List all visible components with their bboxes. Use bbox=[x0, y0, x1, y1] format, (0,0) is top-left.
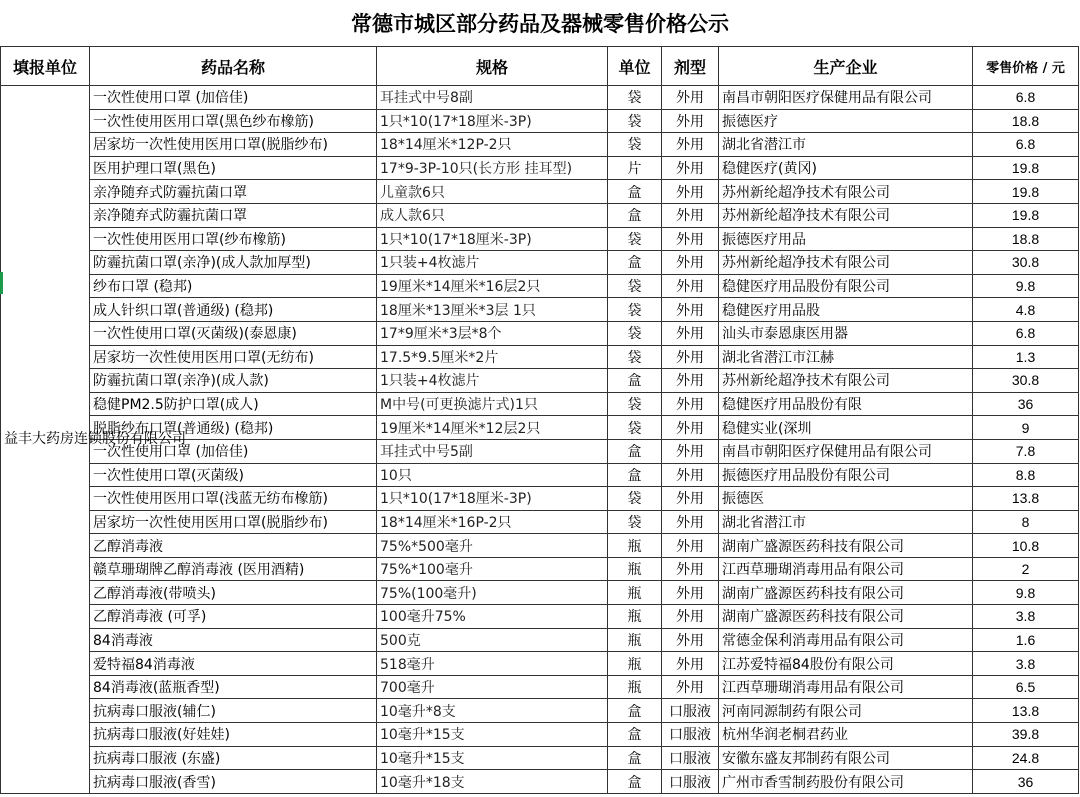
spec-cell: 1只*10(17*18厘米-3P) bbox=[377, 487, 608, 511]
spec-cell: 耳挂式中号5副 bbox=[377, 439, 608, 463]
maker-cell: 湖北省潜江市 bbox=[719, 510, 973, 534]
price-cell: 9 bbox=[973, 416, 1079, 440]
drug-name-cell: 医用护理口罩(黑色) bbox=[90, 156, 377, 180]
unit-cell: 瓶 bbox=[608, 675, 662, 699]
table-row bbox=[1, 652, 1079, 676]
maker-cell: 湖北省潜江市江赫 bbox=[719, 345, 973, 369]
form-cell: 外用 bbox=[662, 203, 719, 227]
unit-cell: 袋 bbox=[608, 133, 662, 157]
form-cell: 外用 bbox=[662, 298, 719, 322]
spec-cell: 500克 bbox=[377, 628, 608, 652]
maker-cell: 稳健医疗用品股份有限 bbox=[719, 392, 973, 416]
drug-name-cell: 居家坊一次性使用医用口罩(脱脂纱布) bbox=[90, 510, 377, 534]
drug-name-cell: 抗病毒口服液(好娃娃) bbox=[90, 723, 377, 747]
table-row bbox=[1, 298, 1079, 322]
drug-name-cell: 84消毒液 bbox=[90, 628, 377, 652]
maker-cell: 振德医疗 bbox=[719, 109, 973, 133]
spec-cell: 17*9厘米*3层*8个 bbox=[377, 321, 608, 345]
spec-cell: 75%(100毫升) bbox=[377, 581, 608, 605]
header-name: 药品名称 bbox=[90, 47, 377, 86]
drug-name-cell: 乙醇消毒液 (可孚) bbox=[90, 605, 377, 629]
price-cell: 6.8 bbox=[973, 321, 1079, 345]
price-cell: 36 bbox=[973, 392, 1079, 416]
price-cell: 30.8 bbox=[973, 369, 1079, 393]
unit-cell: 盒 bbox=[608, 699, 662, 723]
table-row bbox=[1, 439, 1079, 463]
header-spec: 规格 bbox=[377, 47, 608, 86]
table-row bbox=[1, 534, 1079, 558]
drug-name-cell: 防霾抗菌口罩(亲净)(成人款加厚型) bbox=[90, 251, 377, 275]
maker-cell: 湖南广盛源医药科技有限公司 bbox=[719, 605, 973, 629]
drug-name-cell: 纱布口罩 (稳邦) bbox=[90, 274, 377, 298]
maker-cell: 振德医疗用品 bbox=[719, 227, 973, 251]
maker-cell: 湖北省潜江市 bbox=[719, 133, 973, 157]
unit-cell: 袋 bbox=[608, 392, 662, 416]
drug-name-cell: 爱特福84消毒液 bbox=[90, 652, 377, 676]
form-cell: 外用 bbox=[662, 416, 719, 440]
table-row bbox=[1, 369, 1079, 393]
drug-name-cell: 脱脂纱布口罩(普通级) (稳邦) bbox=[90, 416, 377, 440]
drug-name-cell: 抗病毒口服液(香雪) bbox=[90, 770, 377, 794]
table-row bbox=[1, 180, 1079, 204]
page-title: 常德市城区部分药品及器械零售价格公示 bbox=[351, 11, 729, 36]
unit-cell: 盒 bbox=[608, 463, 662, 487]
maker-cell: 苏州新纶超净技术有限公司 bbox=[719, 203, 973, 227]
price-cell: 6.8 bbox=[973, 86, 1079, 110]
form-cell: 外用 bbox=[662, 652, 719, 676]
form-cell: 外用 bbox=[662, 156, 719, 180]
header-form: 剂型 bbox=[662, 47, 719, 86]
drug-name-cell: 成人针织口罩(普通级) (稳邦) bbox=[90, 298, 377, 322]
header-maker: 生产企业 bbox=[719, 47, 973, 86]
drug-name-cell: 居家坊一次性使用医用口罩(脱脂纱布) bbox=[90, 133, 377, 157]
price-cell: 24.8 bbox=[973, 746, 1079, 770]
table-row bbox=[1, 628, 1079, 652]
price-cell: 1.6 bbox=[973, 628, 1079, 652]
price-cell: 2 bbox=[973, 557, 1079, 581]
unit-cell: 盒 bbox=[608, 746, 662, 770]
spec-cell: 19厘米*14厘米*16层2只 bbox=[377, 274, 608, 298]
price-cell: 39.8 bbox=[973, 723, 1079, 747]
unit-cell: 袋 bbox=[608, 109, 662, 133]
unit-cell: 盒 bbox=[608, 439, 662, 463]
drug-name-cell: 一次性使用医用口罩(纱布橡筋) bbox=[90, 227, 377, 251]
maker-cell: 汕头市泰恩康医用器 bbox=[719, 321, 973, 345]
price-cell: 9.8 bbox=[973, 581, 1079, 605]
table-row bbox=[1, 133, 1079, 157]
table-row bbox=[1, 203, 1079, 227]
drug-name-cell: 亲净随弃式防霾抗菌口罩 bbox=[90, 180, 377, 204]
drug-name-cell: 一次性使用医用口罩(黑色纱布橡筋) bbox=[90, 109, 377, 133]
table-row bbox=[1, 86, 1079, 110]
unit-cell: 盒 bbox=[608, 180, 662, 204]
maker-cell: 河南同源制药有限公司 bbox=[719, 699, 973, 723]
maker-cell: 苏州新纶超净技术有限公司 bbox=[719, 251, 973, 275]
reporter-cell: 益丰大药房连锁股份有限公司 bbox=[1, 86, 90, 794]
spec-cell: 1只*10(17*18厘米-3P) bbox=[377, 227, 608, 251]
spec-cell: 1只*10(17*18厘米-3P) bbox=[377, 109, 608, 133]
drug-name-cell: 一次性使用口罩 (加倍佳) bbox=[90, 86, 377, 110]
spec-cell: 75%*500毫升 bbox=[377, 534, 608, 558]
spec-cell: 1只装+4枚滤片 bbox=[377, 369, 608, 393]
drug-name-cell: 赣草珊瑚牌乙醇消毒液 (医用酒精) bbox=[90, 557, 377, 581]
header-row bbox=[1, 47, 1079, 86]
maker-cell: 南昌市朝阳医疗保健用品有限公司 bbox=[719, 86, 973, 110]
spec-cell: 10只 bbox=[377, 463, 608, 487]
unit-cell: 袋 bbox=[608, 86, 662, 110]
price-cell: 18.8 bbox=[973, 227, 1079, 251]
maker-cell: 广州市香雪制药股份有限公司 bbox=[719, 770, 973, 794]
form-cell: 外用 bbox=[662, 439, 719, 463]
unit-cell: 袋 bbox=[608, 321, 662, 345]
maker-cell: 稳健实业(深圳 bbox=[719, 416, 973, 440]
table-row bbox=[1, 274, 1079, 298]
unit-cell: 瓶 bbox=[608, 581, 662, 605]
maker-cell: 常德金保利消毒用品有限公司 bbox=[719, 628, 973, 652]
drug-name-cell: 乙醇消毒液(带喷头) bbox=[90, 581, 377, 605]
form-cell: 口服液 bbox=[662, 746, 719, 770]
unit-cell: 片 bbox=[608, 156, 662, 180]
form-cell: 外用 bbox=[662, 227, 719, 251]
form-cell: 口服液 bbox=[662, 770, 719, 794]
form-cell: 外用 bbox=[662, 487, 719, 511]
spec-cell: 518毫升 bbox=[377, 652, 608, 676]
spec-cell: 100毫升75% bbox=[377, 605, 608, 629]
maker-cell: 江西草珊瑚消毒用品有限公司 bbox=[719, 557, 973, 581]
spec-cell: 75%*100毫升 bbox=[377, 557, 608, 581]
maker-cell: 振德医 bbox=[719, 487, 973, 511]
drug-name-cell: 84消毒液(蓝瓶香型) bbox=[90, 675, 377, 699]
unit-cell: 袋 bbox=[608, 416, 662, 440]
form-cell: 外用 bbox=[662, 581, 719, 605]
drug-name-cell: 乙醇消毒液 bbox=[90, 534, 377, 558]
table-row bbox=[1, 227, 1079, 251]
unit-cell: 袋 bbox=[608, 510, 662, 534]
spec-cell: 1只装+4枚滤片 bbox=[377, 251, 608, 275]
price-cell: 13.8 bbox=[973, 487, 1079, 511]
price-cell: 19.8 bbox=[973, 203, 1079, 227]
table-row bbox=[1, 581, 1079, 605]
table-row bbox=[1, 557, 1079, 581]
unit-cell: 盒 bbox=[608, 723, 662, 747]
unit-cell: 袋 bbox=[608, 274, 662, 298]
form-cell: 口服液 bbox=[662, 723, 719, 747]
price-cell: 7.8 bbox=[973, 439, 1079, 463]
table-row bbox=[1, 487, 1079, 511]
unit-cell: 瓶 bbox=[608, 628, 662, 652]
unit-cell: 袋 bbox=[608, 298, 662, 322]
form-cell: 外用 bbox=[662, 251, 719, 275]
spec-cell: 18*14厘米*12P-2只 bbox=[377, 133, 608, 157]
unit-cell: 袋 bbox=[608, 345, 662, 369]
drug-name-cell: 防霾抗菌口罩(亲净)(成人款) bbox=[90, 369, 377, 393]
price-cell: 18.8 bbox=[973, 109, 1079, 133]
maker-cell: 南昌市朝阳医疗保健用品有限公司 bbox=[719, 439, 973, 463]
unit-cell: 盒 bbox=[608, 203, 662, 227]
form-cell: 外用 bbox=[662, 463, 719, 487]
drug-name-cell: 一次性使用口罩 (加倍佳) bbox=[90, 439, 377, 463]
price-cell: 4.8 bbox=[973, 298, 1079, 322]
maker-cell: 苏州新纶超净技术有限公司 bbox=[719, 369, 973, 393]
spec-cell: 17.5*9.5厘米*2片 bbox=[377, 345, 608, 369]
price-cell: 36 bbox=[973, 770, 1079, 794]
spec-cell: 18*14厘米*16P-2只 bbox=[377, 510, 608, 534]
table-row bbox=[1, 156, 1079, 180]
spec-cell: 10毫升*18支 bbox=[377, 770, 608, 794]
drug-name-cell: 亲净随弃式防霾抗菌口罩 bbox=[90, 203, 377, 227]
unit-cell: 盒 bbox=[608, 369, 662, 393]
table-row bbox=[1, 321, 1079, 345]
form-cell: 外用 bbox=[662, 369, 719, 393]
drug-name-cell: 稳健PM2.5防护口罩(成人) bbox=[90, 392, 377, 416]
row-marker bbox=[0, 272, 3, 294]
drug-name-cell: 居家坊一次性使用医用口罩(无纺布) bbox=[90, 345, 377, 369]
maker-cell: 杭州华润老桐君药业 bbox=[719, 723, 973, 747]
maker-cell: 湖南广盛源医药科技有限公司 bbox=[719, 581, 973, 605]
price-cell: 10.8 bbox=[973, 534, 1079, 558]
table-row bbox=[1, 345, 1079, 369]
unit-cell: 瓶 bbox=[608, 534, 662, 558]
spec-cell: 10毫升*15支 bbox=[377, 723, 608, 747]
spec-cell: 成人款6只 bbox=[377, 203, 608, 227]
drug-name-cell: 一次性使用医用口罩(浅蓝无纺布橡筋) bbox=[90, 487, 377, 511]
spec-cell: 儿童款6只 bbox=[377, 180, 608, 204]
spec-cell: 耳挂式中号8副 bbox=[377, 86, 608, 110]
price-cell: 19.8 bbox=[973, 180, 1079, 204]
table-row bbox=[1, 746, 1079, 770]
table-row bbox=[1, 770, 1079, 794]
table-row bbox=[1, 463, 1079, 487]
spec-cell: 17*9-3P-10只(长方形 挂耳型) bbox=[377, 156, 608, 180]
form-cell: 外用 bbox=[662, 133, 719, 157]
form-cell: 外用 bbox=[662, 345, 719, 369]
table-row bbox=[1, 605, 1079, 629]
drug-name-cell: 抗病毒口服液(辅仁) bbox=[90, 699, 377, 723]
drug-name-cell: 一次性使用口罩(灭菌级) bbox=[90, 463, 377, 487]
price-cell: 30.8 bbox=[973, 251, 1079, 275]
form-cell: 外用 bbox=[662, 109, 719, 133]
unit-cell: 瓶 bbox=[608, 557, 662, 581]
price-cell: 6.8 bbox=[973, 133, 1079, 157]
header-unit: 单位 bbox=[608, 47, 662, 86]
form-cell: 外用 bbox=[662, 86, 719, 110]
price-cell: 9.8 bbox=[973, 274, 1079, 298]
price-cell: 3.8 bbox=[973, 652, 1079, 676]
table-row bbox=[1, 392, 1079, 416]
maker-cell: 振德医疗用品股份有限公司 bbox=[719, 463, 973, 487]
maker-cell: 江苏爱特福84股份有限公司 bbox=[719, 652, 973, 676]
form-cell: 外用 bbox=[662, 510, 719, 534]
table-row bbox=[1, 723, 1079, 747]
table-row bbox=[1, 675, 1079, 699]
header-price: 零售价格 / 元 bbox=[973, 47, 1079, 86]
spec-cell: 700毫升 bbox=[377, 675, 608, 699]
spec-cell: 19厘米*14厘米*12层2只 bbox=[377, 416, 608, 440]
unit-cell: 盒 bbox=[608, 770, 662, 794]
form-cell: 外用 bbox=[662, 392, 719, 416]
price-cell: 1.3 bbox=[973, 345, 1079, 369]
price-cell: 8 bbox=[973, 510, 1079, 534]
table-row bbox=[1, 251, 1079, 275]
maker-cell: 稳健医疗(黄冈) bbox=[719, 156, 973, 180]
form-cell: 外用 bbox=[662, 605, 719, 629]
unit-cell: 袋 bbox=[608, 487, 662, 511]
form-cell: 外用 bbox=[662, 557, 719, 581]
table-row bbox=[1, 699, 1079, 723]
price-cell: 13.8 bbox=[973, 699, 1079, 723]
maker-cell: 湖南广盛源医药科技有限公司 bbox=[719, 534, 973, 558]
maker-cell: 安徽东盛友邦制药有限公司 bbox=[719, 746, 973, 770]
unit-cell: 袋 bbox=[608, 227, 662, 251]
spec-cell: M中号(可更换滤片式)1只 bbox=[377, 392, 608, 416]
header-reporter: 填报单位 bbox=[1, 47, 90, 86]
maker-cell: 江西草珊瑚消毒用品有限公司 bbox=[719, 675, 973, 699]
form-cell: 外用 bbox=[662, 675, 719, 699]
unit-cell: 瓶 bbox=[608, 605, 662, 629]
form-cell: 外用 bbox=[662, 274, 719, 298]
form-cell: 外用 bbox=[662, 534, 719, 558]
maker-cell: 稳健医疗用品股份有限公司 bbox=[719, 274, 973, 298]
unit-cell: 盒 bbox=[608, 251, 662, 275]
price-cell: 8.8 bbox=[973, 463, 1079, 487]
price-cell: 3.8 bbox=[973, 605, 1079, 629]
maker-cell: 稳健医疗用品股 bbox=[719, 298, 973, 322]
form-cell: 外用 bbox=[662, 628, 719, 652]
drug-name-cell: 抗病毒口服液 (东盛) bbox=[90, 746, 377, 770]
price-cell: 19.8 bbox=[973, 156, 1079, 180]
form-cell: 外用 bbox=[662, 321, 719, 345]
table-row bbox=[1, 510, 1079, 534]
maker-cell: 苏州新纶超净技术有限公司 bbox=[719, 180, 973, 204]
table-row bbox=[1, 109, 1079, 133]
unit-cell: 瓶 bbox=[608, 652, 662, 676]
spec-cell: 10毫升*8支 bbox=[377, 699, 608, 723]
spec-cell: 10毫升*15支 bbox=[377, 746, 608, 770]
drug-name-cell: 一次性使用口罩(灭菌级)(泰恩康) bbox=[90, 321, 377, 345]
form-cell: 外用 bbox=[662, 180, 719, 204]
form-cell: 口服液 bbox=[662, 699, 719, 723]
table-row bbox=[1, 416, 1079, 440]
spec-cell: 18厘米*13厘米*3层 1只 bbox=[377, 298, 608, 322]
price-table bbox=[0, 46, 1079, 794]
price-cell: 6.5 bbox=[973, 675, 1079, 699]
